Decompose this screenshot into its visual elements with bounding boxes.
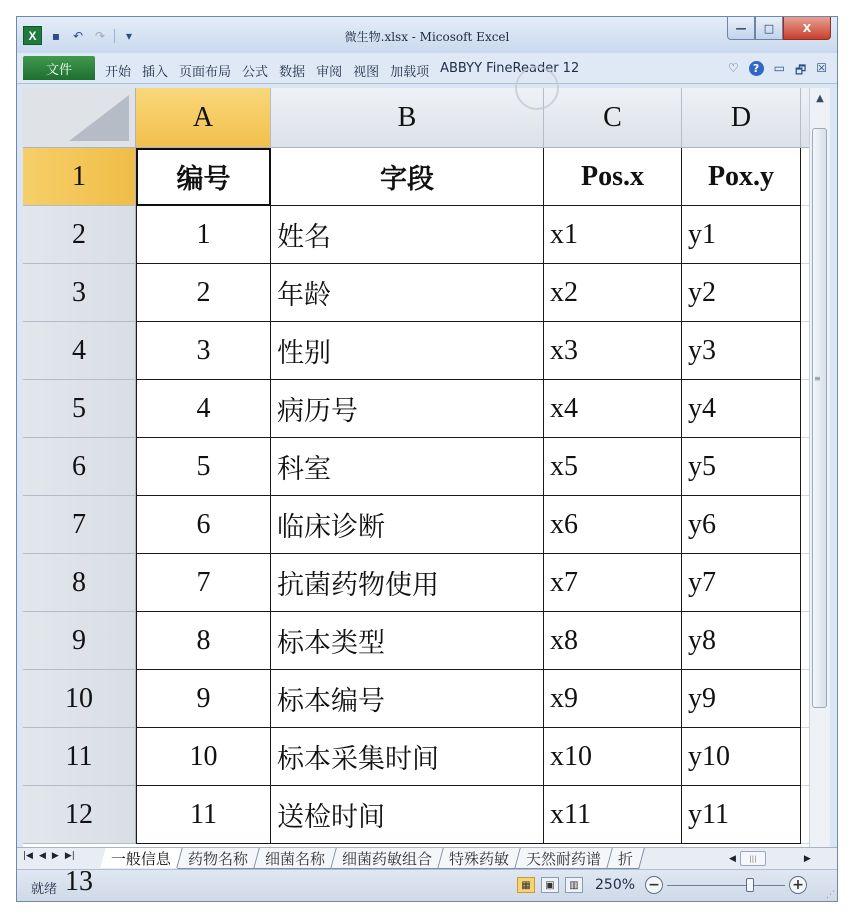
cell-column-e[interactable] — [801, 264, 809, 322]
cell-pos-y[interactable]: y6 — [682, 496, 801, 554]
sheet-navigation — [23, 851, 75, 861]
column-header-a[interactable]: A — [136, 88, 271, 148]
sheet-tab-special-susceptibility[interactable] — [438, 848, 521, 869]
cell-field[interactable]: 标本类型 — [271, 612, 544, 670]
row-header[interactable]: 10 — [23, 670, 136, 728]
zoom-slider-thumb[interactable] — [746, 878, 754, 892]
header-cell-number[interactable]: 编号 — [136, 148, 271, 206]
sheet-tab-label: 特殊药敏 — [449, 849, 510, 868]
cell-field[interactable]: 年龄 — [271, 264, 544, 322]
row-header[interactable]: 7 — [23, 496, 136, 554]
worksheet-grid[interactable] — [23, 88, 809, 847]
sheet-tab-label: 折 — [618, 849, 634, 868]
cell-column-e[interactable] — [801, 728, 809, 786]
cell-pos-x[interactable]: x9 — [544, 670, 682, 728]
cell-column-e[interactable] — [801, 438, 809, 496]
status-bar — [17, 866, 837, 902]
customize-qat-icon[interactable]: ▾ — [125, 28, 133, 43]
save-icon[interactable]: ▪ — [51, 28, 61, 43]
cell-pos-x[interactable]: x4 — [544, 380, 682, 438]
header-cell-field[interactable]: 字段 — [271, 148, 544, 206]
cell-pos-x[interactable]: x8 — [544, 612, 682, 670]
sheet-tab-label: 天然耐药谱 — [526, 849, 602, 868]
cell-field[interactable]: 标本采集时间 — [271, 728, 544, 786]
cell-pos-x[interactable]: x5 — [544, 438, 682, 496]
minimize-button[interactable]: — — [727, 17, 755, 40]
first-sheet-icon[interactable]: |◀ — [23, 851, 33, 861]
row-header[interactable]: 8 — [23, 554, 136, 612]
cell-field[interactable]: 送检时间 — [271, 786, 544, 844]
zoom-level[interactable]: 250% — [595, 877, 636, 893]
maximize-button[interactable]: □ — [755, 17, 783, 40]
column-header-d[interactable]: D — [682, 88, 801, 148]
sheet-tab-label: 一般信息 — [111, 849, 172, 868]
cell-field[interactable]: 病历号 — [271, 380, 544, 438]
zoom-in-icon[interactable]: + — [789, 876, 807, 894]
cell-field[interactable]: 临床诊断 — [271, 496, 544, 554]
tab-review[interactable]: 审阅 — [316, 65, 343, 80]
excel-app-icon[interactable]: X — [23, 26, 42, 45]
cell-pos-y[interactable]: y4 — [682, 380, 801, 438]
column-header-e[interactable] — [801, 88, 809, 148]
redo-icon[interactable]: ↷ — [94, 28, 106, 43]
row-header[interactable]: 3 — [23, 264, 136, 322]
column-header-c[interactable]: C — [544, 88, 682, 148]
scroll-grip-icon: ≡ — [814, 374, 821, 383]
row-header[interactable]: 4 — [23, 322, 136, 380]
cell-pos-x[interactable]: x6 — [544, 496, 682, 554]
sheet-tab-bar — [17, 847, 837, 870]
cell-number[interactable]: 11 — [136, 786, 271, 844]
sheet-tab-bacteria-drug-combos[interactable] — [331, 848, 444, 869]
cell-number[interactable]: 8 — [136, 612, 271, 670]
page-break-view-icon[interactable]: ▥ — [565, 877, 583, 893]
cell-field[interactable]: 标本编号 — [271, 670, 544, 728]
close-button[interactable]: X — [783, 17, 831, 40]
cell-number[interactable]: 10 — [136, 728, 271, 786]
row-header[interactable]: 6 — [23, 438, 136, 496]
prev-sheet-icon[interactable]: ◀ — [38, 851, 46, 861]
close-workbook-icon[interactable]: ☒ — [816, 61, 827, 75]
cell-number[interactable]: 1 — [136, 206, 271, 264]
next-sheet-icon[interactable]: ▶ — [51, 851, 59, 861]
cell-pos-y[interactable]: y7 — [682, 554, 801, 612]
cell-pos-y[interactable]: y11 — [682, 786, 801, 844]
cell-column-e[interactable] — [801, 206, 809, 264]
sheet-tabs — [103, 848, 642, 869]
ribbon-tabs — [105, 61, 590, 80]
cell-pos-y[interactable]: y5 — [682, 438, 801, 496]
row-header[interactable]: 9 — [23, 612, 136, 670]
cell-pos-y[interactable]: y10 — [682, 728, 801, 786]
cell-number[interactable]: 3 — [136, 322, 271, 380]
cell-number[interactable]: 6 — [136, 496, 271, 554]
cell-column-e[interactable] — [801, 380, 809, 438]
sheet-tab-drug-names[interactable] — [177, 848, 260, 869]
sheet-tab-label: 细菌名称 — [265, 849, 326, 868]
tab-data[interactable]: 数据 — [279, 65, 306, 80]
cell-pos-x[interactable]: x11 — [544, 786, 682, 844]
cell-pos-y[interactable]: y3 — [682, 322, 801, 380]
window-title: 微生物.xlsx - Micosoft Excel — [344, 30, 510, 44]
sheet-tab-truncated[interactable] — [607, 848, 645, 869]
cell-column-e[interactable] — [801, 322, 809, 380]
select-all-triangle — [69, 95, 129, 141]
title-bar — [17, 17, 837, 53]
help-icon[interactable]: ? — [749, 61, 764, 76]
row-header[interactable]: 5 — [23, 380, 136, 438]
cell-number[interactable]: 4 — [136, 380, 271, 438]
view-buttons — [517, 877, 583, 893]
cell-column-e[interactable] — [801, 496, 809, 554]
undo-icon[interactable]: ↶ — [72, 28, 84, 43]
status-text: 就绪 — [31, 882, 58, 897]
row-header[interactable]: 2 — [23, 206, 136, 264]
window-controls — [727, 17, 831, 40]
last-sheet-icon[interactable]: ▶| — [64, 851, 75, 861]
sheet-tab-label: 细菌药敏组合 — [342, 849, 433, 868]
resize-grip-icon[interactable]: ⋰ — [826, 890, 835, 900]
ribbon-right-controls — [728, 61, 827, 82]
scroll-left-icon[interactable]: ◀ — [729, 853, 736, 864]
vertical-scroll-thumb[interactable] — [812, 128, 827, 708]
sheet-tab-label: 药物名称 — [188, 849, 249, 868]
cell-pos-x[interactable]: x1 — [544, 206, 682, 264]
column-header-b[interactable]: B — [271, 88, 544, 148]
header-cell-pos-x[interactable]: Pos.x — [544, 148, 682, 206]
tab-home[interactable]: 开始 — [105, 65, 132, 80]
tab-page-layout[interactable]: 页面布局 — [179, 65, 232, 80]
row-13-header[interactable]: 13 — [65, 866, 93, 897]
zoom-slider-track[interactable] — [667, 885, 785, 886]
cell-column-e[interactable] — [801, 612, 809, 670]
cell-column-e[interactable] — [801, 148, 809, 206]
restore-icon[interactable]: 🗗 — [794, 63, 807, 77]
header-cell-pos-y[interactable]: Pox.y — [682, 148, 801, 206]
scroll-up-icon[interactable]: ▲ — [816, 92, 824, 104]
sheet-tab-bacteria-names[interactable] — [254, 848, 337, 869]
file-tab[interactable]: 文件 — [23, 56, 95, 80]
cell-pos-x[interactable]: x10 — [544, 728, 682, 786]
excel-window — [16, 16, 838, 902]
normal-view-icon[interactable]: ▦ — [517, 877, 535, 893]
cell-pos-y[interactable]: y1 — [682, 206, 801, 264]
page-layout-view-icon[interactable]: ▣ — [541, 877, 559, 893]
cell-pos-x[interactable]: x3 — [544, 322, 682, 380]
minimize-ribbon-icon[interactable]: ▭ — [773, 61, 785, 75]
cell-pos-y[interactable]: y2 — [682, 264, 801, 322]
tab-abbyy-finereader[interactable]: ABBYY FineReader 12 — [440, 61, 580, 76]
cell-column-e[interactable] — [801, 554, 809, 612]
row-header[interactable]: 1 — [23, 148, 136, 206]
zoom-out-icon[interactable]: − — [645, 876, 663, 894]
tab-insert[interactable]: 插入 — [142, 65, 169, 80]
horizontal-scroll-thumb[interactable]: ||| — [740, 851, 766, 866]
cell-number[interactable]: 7 — [136, 554, 271, 612]
vertical-scrollbar[interactable] — [809, 88, 830, 847]
tab-formulas[interactable]: 公式 — [242, 65, 269, 80]
cell-field[interactable]: 姓名 — [271, 206, 544, 264]
scroll-right-icon[interactable]: ▶ — [803, 853, 811, 864]
select-all-corner[interactable] — [23, 88, 136, 148]
cell-pos-y[interactable]: y9 — [682, 670, 801, 728]
cell-field[interactable]: 抗菌药物使用 — [271, 554, 544, 612]
horizontal-scrollbar[interactable] — [729, 851, 829, 866]
cell-number[interactable]: 2 — [136, 264, 271, 322]
row-header[interactable]: 11 — [23, 728, 136, 786]
ribbon-tab-bar — [17, 53, 837, 84]
cell-field[interactable]: 性别 — [271, 322, 544, 380]
cell-field[interactable]: 科室 — [271, 438, 544, 496]
cell-column-e[interactable] — [801, 670, 809, 728]
tab-add-ins[interactable]: 加载项 — [390, 65, 430, 80]
cell-number[interactable]: 9 — [136, 670, 271, 728]
cell-pos-x[interactable]: x2 — [544, 264, 682, 322]
cell-column-e[interactable] — [801, 786, 809, 844]
cell-pos-y[interactable]: y8 — [682, 612, 801, 670]
cell-number[interactable]: 5 — [136, 438, 271, 496]
cell-pos-x[interactable]: x7 — [544, 554, 682, 612]
row-header[interactable]: 12 — [23, 786, 136, 844]
tab-view[interactable]: 视图 — [353, 65, 380, 80]
sheet-tab-general-info[interactable] — [100, 848, 182, 868]
sheet-tab-intrinsic-resistance[interactable] — [515, 848, 613, 869]
chevron-down-icon[interactable]: ♡ — [727, 61, 739, 75]
